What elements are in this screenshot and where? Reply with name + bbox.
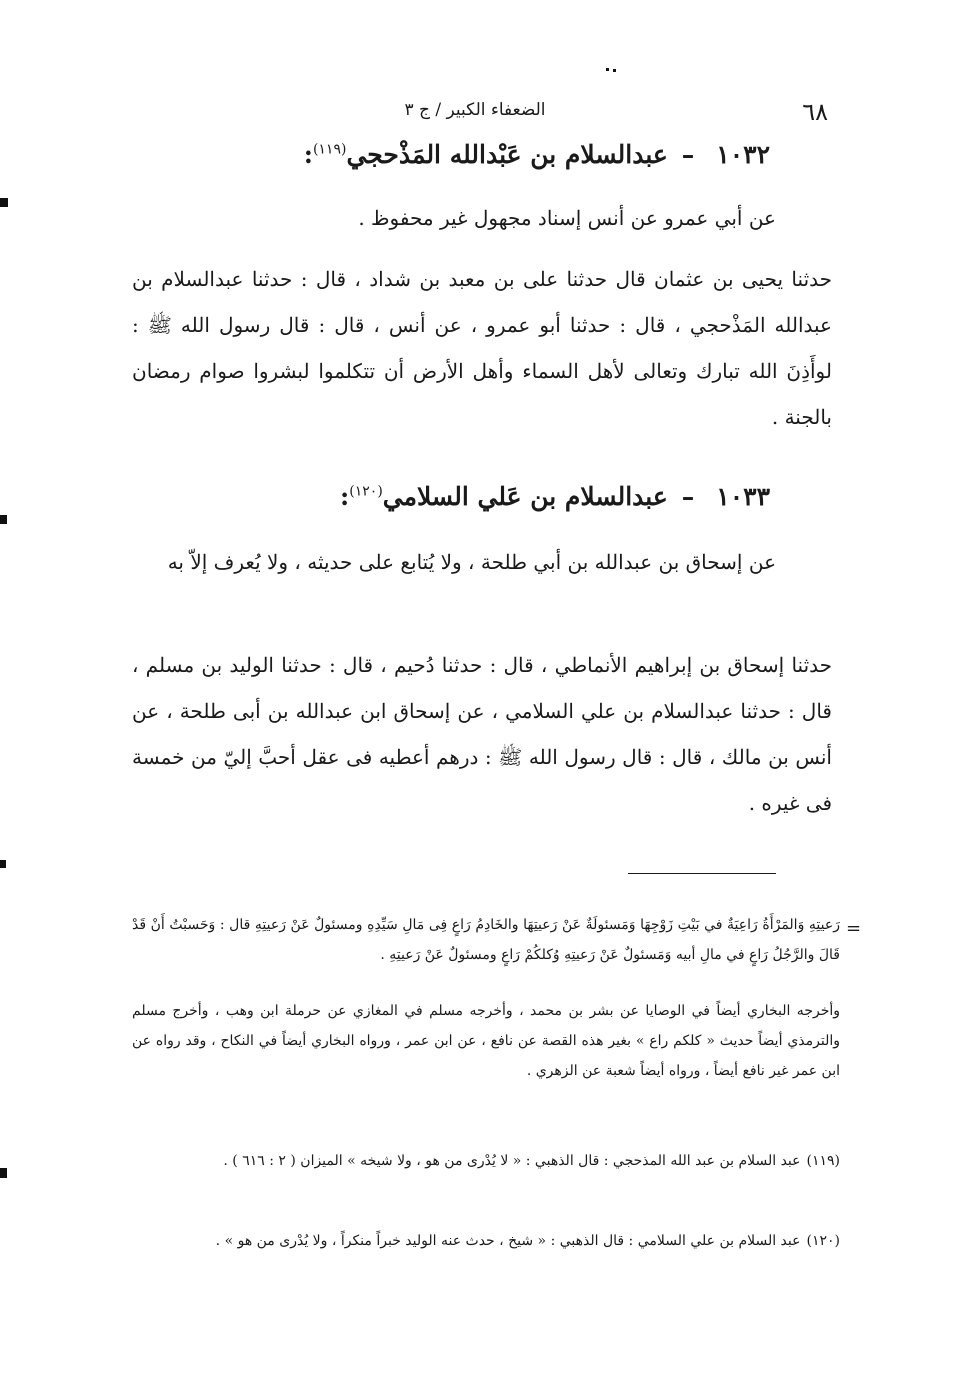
scan-speck: [0, 198, 8, 207]
footnote-text: عبد السلام بن عبد الله المذحجي : قال الذهبي : « لا يُدْرى من هو ، ولا شيخه » الميزان ( ٢ : ٦١٦ ) .: [223, 1153, 801, 1169]
scan-speck: [0, 515, 7, 524]
continuation-mark: =: [846, 918, 862, 939]
footnote-120: [132, 1226, 840, 1256]
footnote-continuation: رَعيتِهِ وَالمَرْأَةُ رَاعِيَةٌ في بَيْتِ زَوْجِهَا وَمَسئولَةٌ عَنْ رَعيتِهَا والخَادِمُ رَاعٍ فِى مَالِ سَيِّدِهِ ومسئولٌ عَنْ رَعيتِهِ قال : وَحَسبْتُ أَنْ قَدْ قَالَ والرَّجُلُ رَاعٍ في مالِ أبيه وَمَسئولٌ عَنْ رَعيتِهِ وُكلكُمْ رَاعٍ ومسئولٌ عَنْ رَعيتِهِ .: [132, 917, 840, 963]
entry-number: ١٠٣٣: [716, 482, 770, 511]
heading-colon: :: [303, 140, 313, 169]
heading-colon: :: [340, 482, 350, 511]
footnote-ref: (١١٩): [312, 141, 347, 158]
hadith-text-1032: حدثنا يحيى بن عثمان قال حدثنا على بن معبد بن شداد ، قال : حدثنا عبدالسلام بن عبدالله المَذْحجي ، قال : حدثنا أبو عمرو ، عن أنس ، قال : قال رسول الله ﷺ : لوأَذِنَ الله تبارك وتعالى لأهل السماء وأهل الأرض أن تتكلموا لبشروا صوام رمضان بالجنة .: [132, 267, 832, 429]
footnote-separator: [628, 873, 776, 874]
entry-number: ١٠٣٢: [716, 140, 770, 169]
scan-speck: [613, 69, 616, 72]
footnote-number: (١١٩): [806, 1153, 840, 1169]
hadith-text-1033: حدثنا إسحاق بن إبراهيم الأنماطي ، قال : حدثنا دُحيم ، قال : حدثنا الوليد بن مسلم ، قال : حدثنا عبدالسلام بن علي السلامي ، عن إسحاق ابن عبدالله بن أبى طلحة ، عن أنس بن مالك ، قال : قال رسول الله ﷺ : درهم أعطيه فى عقل أحبَّ إليّ من خمسة فى غيره .: [132, 653, 832, 815]
heading-dash: –: [681, 482, 695, 511]
footnote-text: عبد السلام بن علي السلامي : قال الذهبي : « شيخ ، حدث عنه الوليد خبراً منكراً ، ولا يُدْرى من هو » .: [215, 1233, 801, 1249]
scan-speck: [0, 1168, 7, 1178]
footnote-takhrij: وأخرجه البخاري أيضاً في الوصايا عن بشر بن محمد ، وأخرجه مسلم في المغازي عن حرملة ابن وهب ، وأخرج مسلم والترمذي أيضاً حديث « كلكم راع » بغير هذه القصة عن نافع ، عن ابن عمر ، ورواه البخاري أيضاً في النكاح ، وقد رواه عن ابن عمر غير نافع أيضاً ، ورواه أيضاً شعبة عن الزهري .: [132, 1003, 840, 1079]
running-title: الضعفاء الكبير / ج ٣: [404, 100, 546, 120]
narrator-name: عبدالسلام بن عَلي السلامي: [382, 482, 668, 511]
entry-heading-1033: [250, 482, 770, 511]
scan-speck: [0, 860, 6, 868]
footnote-ref: (١٢٠): [349, 483, 383, 500]
scan-speck: [606, 68, 609, 71]
narrator-name: عبدالسلام بن عَبْدالله المَذْحجي: [346, 140, 668, 169]
entry-heading-1032: [250, 140, 770, 169]
entry-note-1033: عن إسحاق بن عبدالله بن أبي طلحة ، ولا يُتابع على حديثه ، ولا يُعرف إلاّ به: [167, 550, 776, 574]
footnote-119: [132, 1146, 840, 1176]
page-number: ٦٨: [802, 98, 828, 126]
footnote-number: (١٢٠): [806, 1233, 840, 1249]
heading-dash: –: [681, 140, 695, 169]
entry-note-1032: عن أبي عمرو عن أنس إسناد مجهول غير محفوظ .: [358, 206, 776, 230]
